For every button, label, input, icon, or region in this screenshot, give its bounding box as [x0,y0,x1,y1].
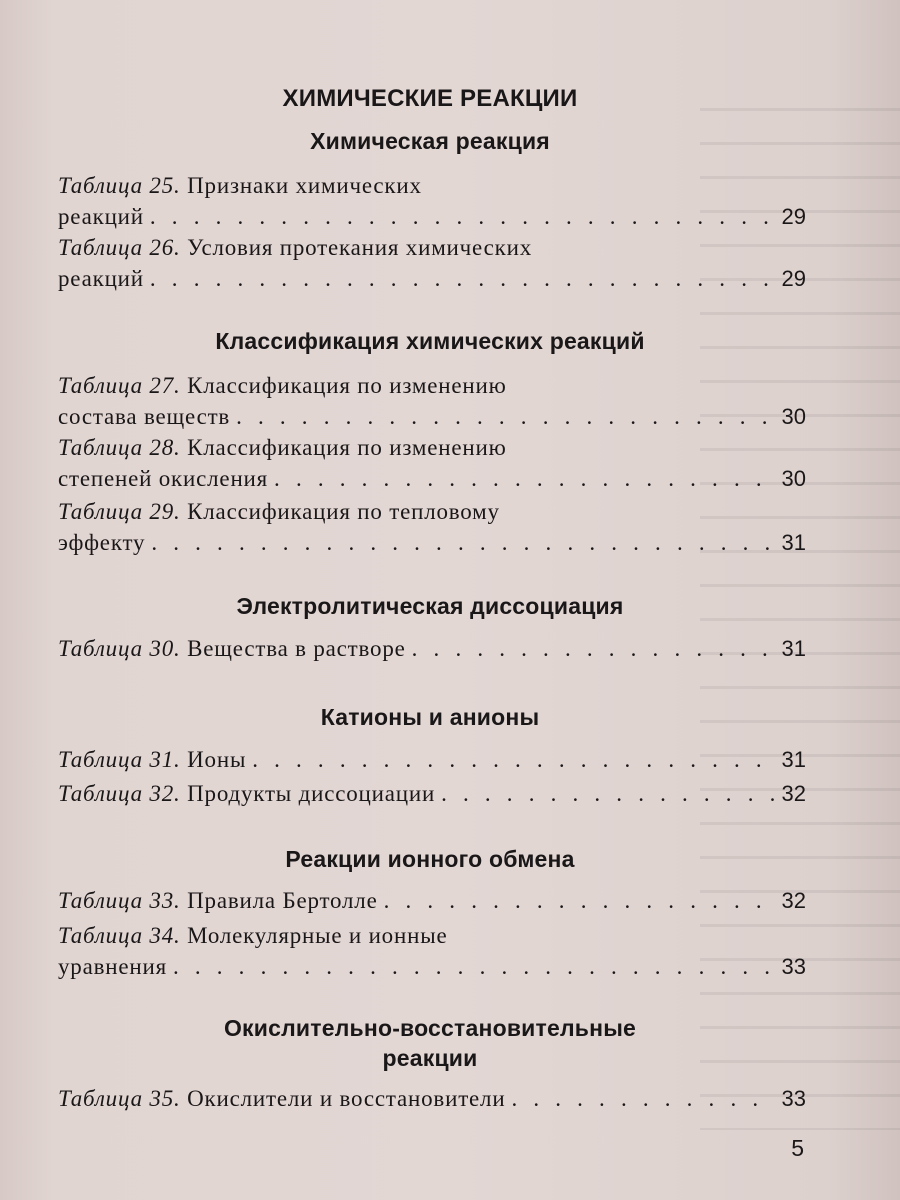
section-heading: Электролитическая диссоциация [236,593,624,619]
toc-entry[interactable] [58,744,806,775]
entry-title: Продукты диссоциации [187,781,436,806]
toc-entry[interactable] [58,778,806,809]
section-heading: Окислительно-восстановительные [223,1015,637,1041]
page-ref: 33 [781,1086,806,1111]
page-ref: 31 [781,530,806,555]
section-heading: Классификация химических реакций [215,328,645,354]
entry-title: Классификация по изменению [187,435,507,460]
dot-leader [150,201,774,232]
table-label: Таблица 35. [58,1086,181,1111]
toc-entry[interactable] [58,370,806,432]
page-ref: 30 [781,466,806,491]
table-label: Таблица 32. [58,781,181,806]
table-label: Таблица 34. [58,923,181,948]
entry-title: Признаки химических [187,173,422,198]
dot-leader [412,633,774,664]
entry-title: Молекулярные и ионные [187,923,448,948]
table-label: Таблица 30. [58,636,181,661]
table-label: Таблица 31. [58,747,181,772]
entry-title: Условия протекания химических [187,235,533,260]
table-label: Таблица 33. [58,888,181,913]
page-ref: 33 [781,954,806,979]
dot-leader [150,263,774,294]
toc-entry[interactable] [58,496,806,558]
entry-title: уравнения [58,954,167,979]
entry-title: Классификация по тепловому [187,499,500,524]
entry-title: степеней окисления [58,466,269,491]
dot-leader [236,401,773,432]
dot-leader [252,744,773,775]
entry-title: Классификация по изменению [187,373,507,398]
toc-entry[interactable] [58,232,806,294]
entry-title: Ионы [187,747,247,772]
entry-title: состава веществ [58,404,231,429]
table-label: Таблица 26. [58,235,181,260]
toc-entry[interactable] [58,432,806,494]
dot-leader [441,778,773,809]
table-label: Таблица 27. [58,373,181,398]
page-ref: 31 [781,636,806,661]
toc-entry[interactable] [58,1083,806,1114]
table-label: Таблица 29. [58,499,181,524]
entry-title: эффекту [58,530,146,555]
section-heading: Реакции ионного обмена [285,846,575,872]
dot-leader [173,951,774,982]
toc-entry[interactable] [58,170,806,232]
dot-leader [274,463,773,494]
toc-entry[interactable] [58,633,806,664]
entry-title: Вещества в растворе [187,636,406,661]
table-label: Таблица 25. [58,173,181,198]
page-ref: 29 [781,204,806,229]
entry-title: Правила Бертолле [187,888,378,913]
page-ref: 30 [781,404,806,429]
section-heading: Химическая реакция [310,128,550,154]
dot-leader [384,885,774,916]
page-ref: 32 [781,781,806,806]
entry-title: реакций [58,204,144,229]
page-number: 5 [791,1135,804,1161]
dot-leader [511,1083,773,1114]
entry-title: Окислители и восстановители [187,1086,506,1111]
entry-title: реакций [58,266,144,291]
page-ref: 31 [781,747,806,772]
section-heading: реакции [382,1045,478,1071]
page-ref: 32 [781,888,806,913]
toc-entry[interactable] [58,920,806,982]
page-ref: 29 [781,266,806,291]
main-title: ХИМИЧЕСКИЕ РЕАКЦИИ [282,85,578,112]
dot-leader [151,527,773,558]
section-heading: Катионы и анионы [320,704,540,730]
toc-entry[interactable] [58,885,806,916]
table-label: Таблица 28. [58,435,181,460]
